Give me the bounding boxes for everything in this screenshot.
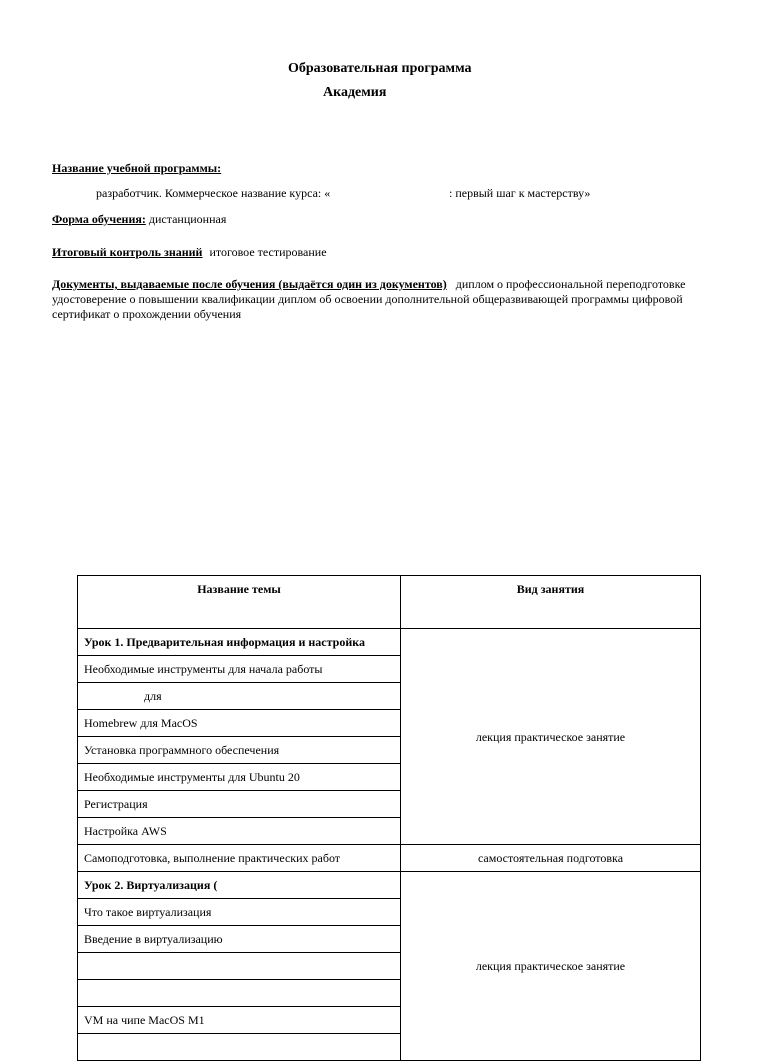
- table-row: Homebrew для MacOS: [78, 710, 401, 737]
- table-row: Установка программного обеспечения: [78, 737, 401, 764]
- course-line-right: : первый шаг к мастерству»: [449, 186, 591, 200]
- documents-value: диплом о профессиональной переподготовке удостоверение о повышении квалификации диплом об освоении дополнительной общеразвивающей программы цифровой сертификат о прохождении обучения: [52, 277, 686, 321]
- document-subtitle: Академия: [323, 85, 387, 100]
- lesson-2-title: Урок 2. Виртуализация (: [78, 872, 401, 899]
- control-label: Итоговый контроль знаний: [52, 245, 203, 259]
- form-value: дистанционная: [145, 212, 227, 226]
- documents-label: Документы, выдаваемые после обучения (выдаётся один из документов): [52, 277, 447, 291]
- control-row: [52, 245, 327, 260]
- self-study-topic: Самоподготовка, выполнение практических работ: [78, 845, 401, 872]
- control-value: итоговое тестирование: [209, 245, 327, 259]
- table-row: Необходимые инструменты для начала работы: [78, 656, 401, 683]
- lesson-1-title: Урок 1. Предварительная информация и настройка: [78, 629, 401, 656]
- document-title: Образовательная программа: [288, 61, 472, 76]
- table-row: [78, 980, 401, 1007]
- table-row: [78, 953, 401, 980]
- self-study-kind: самостоятельная подготовка: [401, 845, 701, 872]
- documents-paragraph: [52, 277, 712, 322]
- course-line-left: разработчик. Коммерческое название курса: «: [96, 186, 331, 200]
- table-row: для: [78, 683, 401, 710]
- table-row: Настройка AWS: [78, 818, 401, 845]
- program-name-label: Название учебной программы:: [52, 161, 222, 175]
- course-table: [77, 575, 701, 1061]
- table-row: Что такое виртуализация: [78, 899, 401, 926]
- table-row: Регистрация: [78, 791, 401, 818]
- lesson-2-kind: лекция практическое занятие: [401, 872, 701, 1061]
- lesson-1-kind: лекция практическое занятие: [401, 629, 701, 845]
- table-row: VM на чипе MacOS M1: [78, 1007, 401, 1034]
- table-row: Введение в виртуализацию: [78, 926, 401, 953]
- column-header-topic: Название темы: [78, 576, 401, 629]
- form-label: Форма обучения:: [52, 212, 146, 226]
- table-row: [78, 1034, 401, 1061]
- form-row: [52, 212, 226, 227]
- column-header-kind: Вид занятия: [401, 576, 701, 629]
- table-row: Необходимые инструменты для Ubuntu 20: [78, 764, 401, 791]
